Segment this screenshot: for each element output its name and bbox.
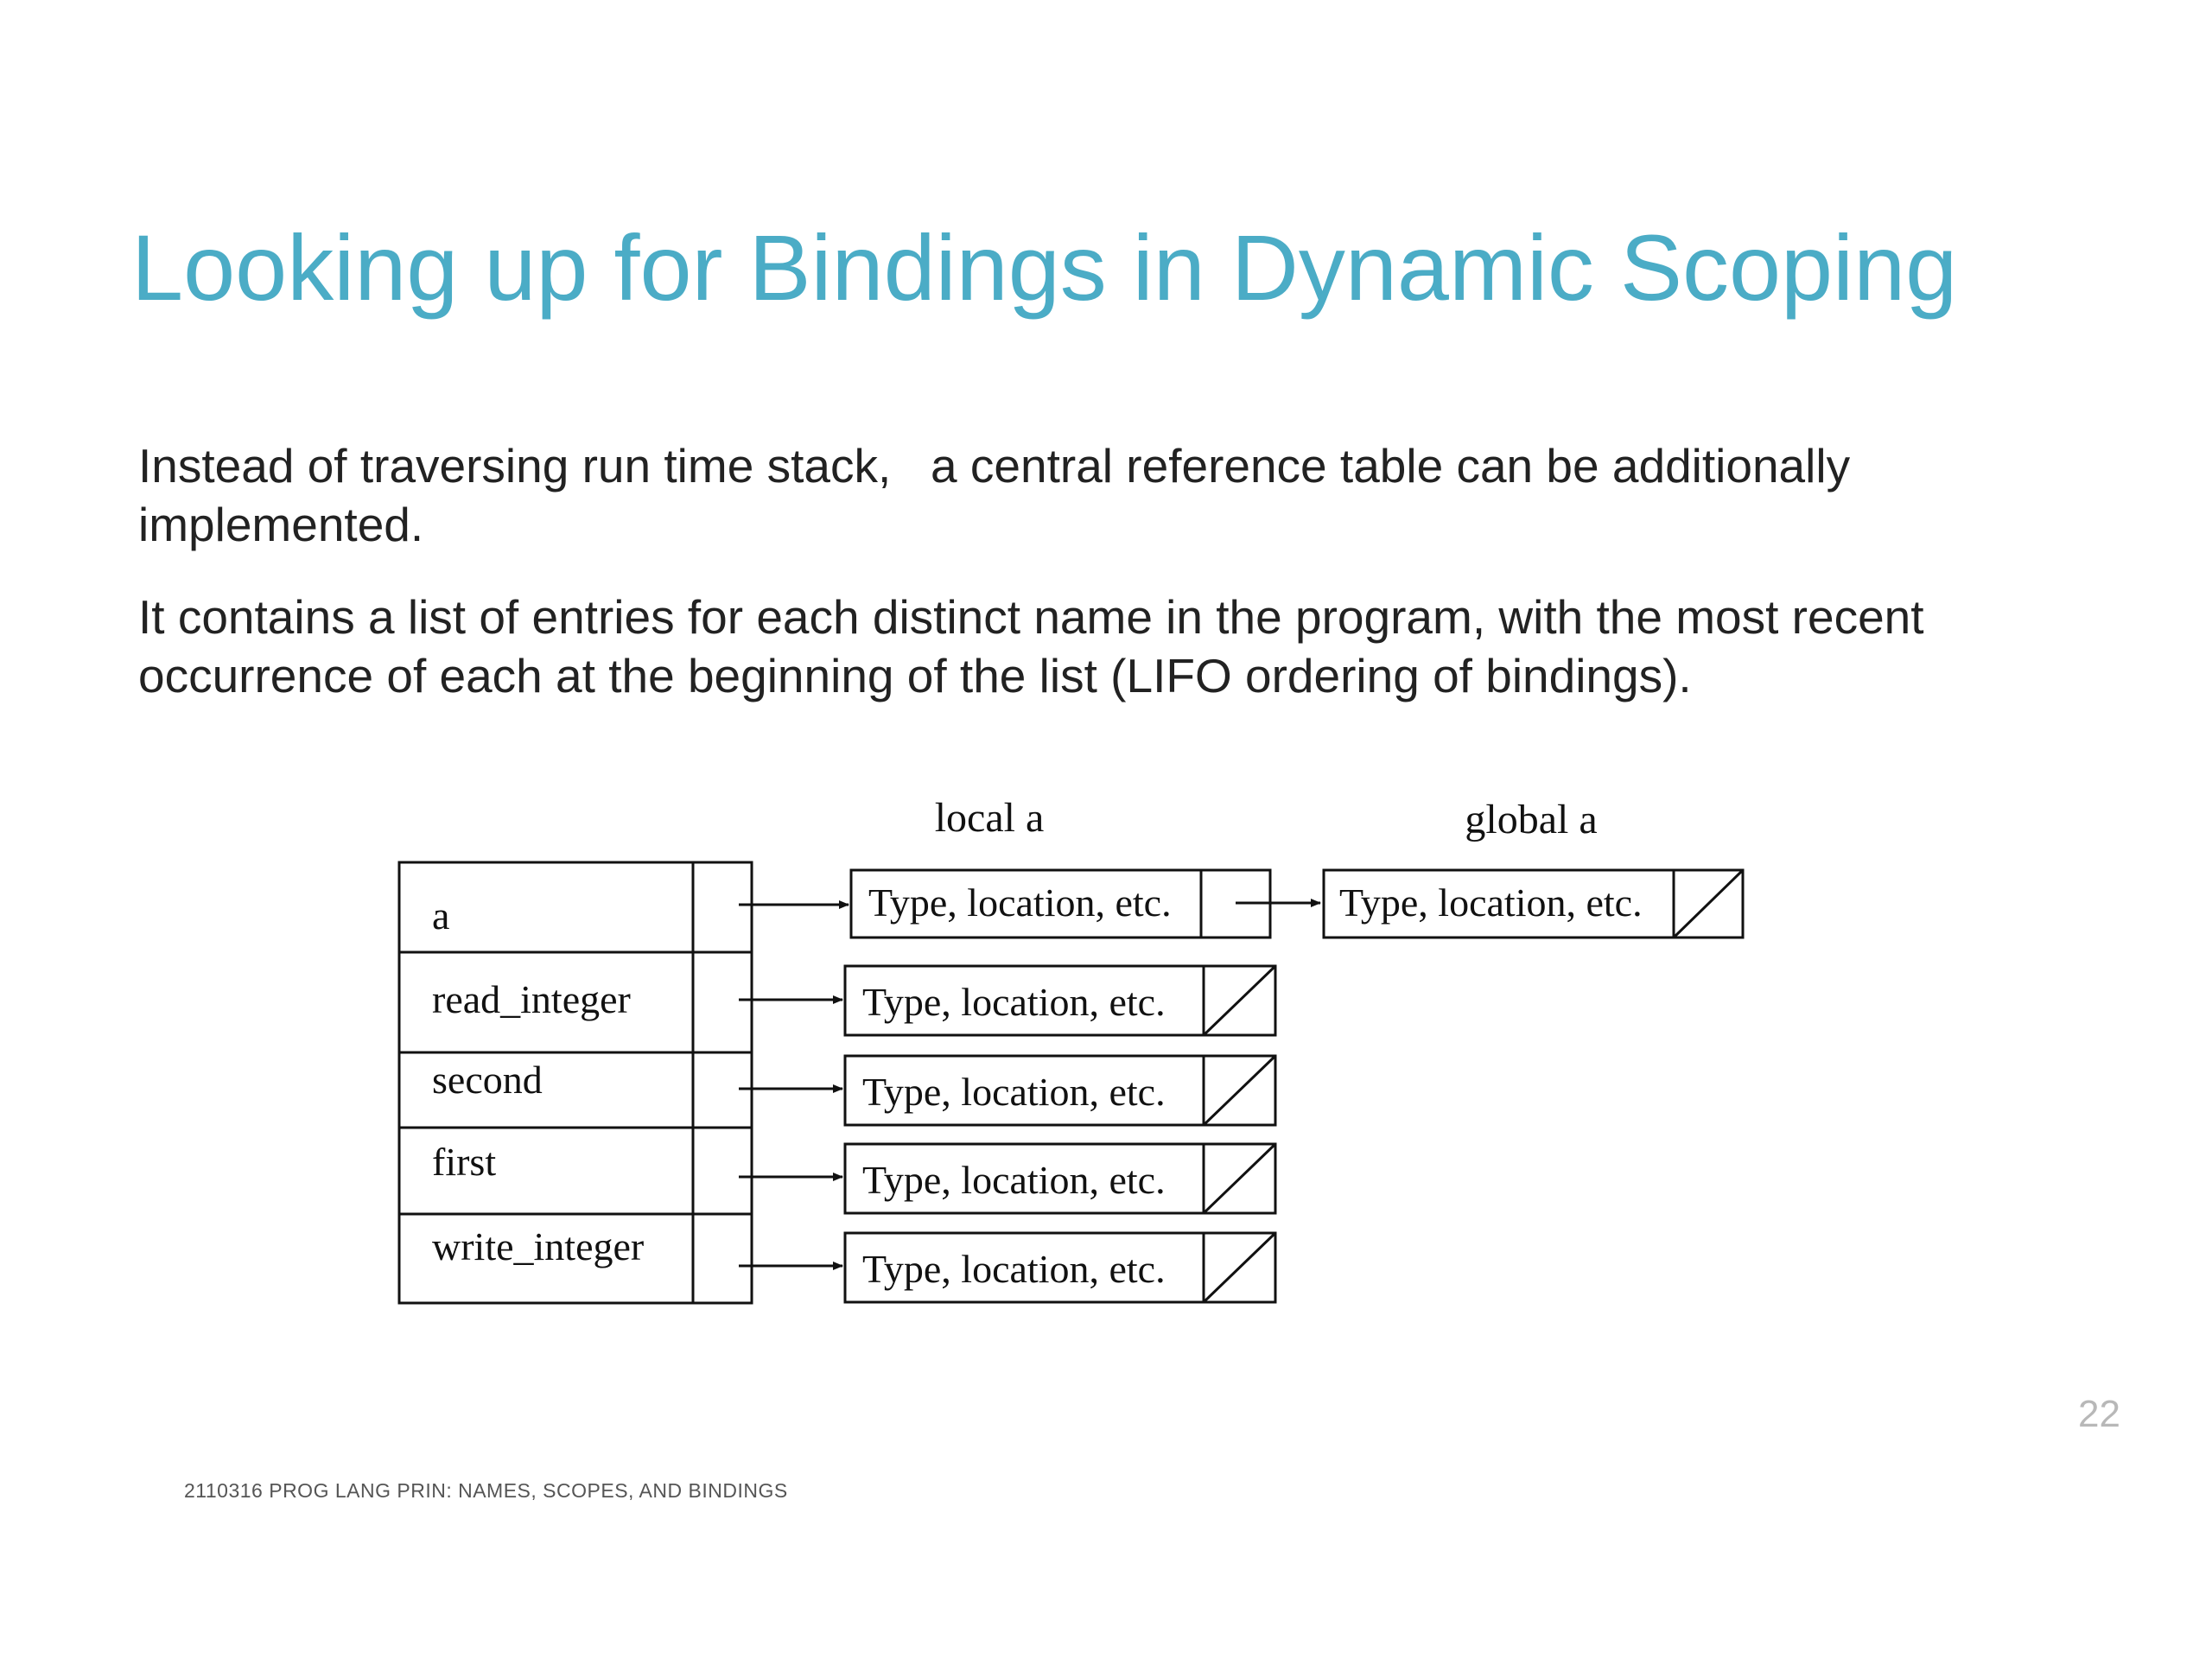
binding-entry-local-a — [851, 870, 1270, 938]
binding-entry-read-integer — [845, 966, 1275, 1035]
binding-entry-second — [845, 1056, 1275, 1125]
binding-entry-write-integer — [845, 1233, 1275, 1302]
slide-title: Looking up for Bindings in Dynamic Scoping — [131, 215, 1958, 320]
binding-entry-text: Type, location, etc. — [868, 880, 1172, 925]
page-number: 22 — [2078, 1393, 2120, 1435]
binding-entry-text: Type, location, etc. — [862, 980, 1166, 1024]
global-a-label: global a — [1465, 797, 1598, 842]
binding-entry-text: Type, location, etc. — [1339, 880, 1643, 925]
table-row-name: read_integer — [432, 977, 631, 1021]
binding-entry-text: Type, location, etc. — [862, 1158, 1166, 1202]
binding-entry-text: Type, location, etc. — [862, 1247, 1166, 1291]
table-row-name: write_integer — [432, 1224, 645, 1268]
binding-entry-text: Type, location, etc. — [862, 1070, 1166, 1114]
local-a-label: local a — [934, 795, 1045, 841]
table-row-name: a — [432, 893, 450, 938]
binding-entry-global-a — [1324, 870, 1743, 938]
table-row-name: first — [432, 1140, 497, 1184]
paragraph-central-reference-table: Instead of traversing run time stack, a central reference table can be additionally implemented. — [138, 439, 1864, 551]
paragraph-lifo-ordering: It contains a list of entries for each distinct name in the program, with the most recent occurrence of each at the beginning of the list (LIFO ordering of bindings). — [138, 590, 1937, 702]
table-row-name: second — [432, 1058, 543, 1102]
slide-footer: 2110316 PROG LANG PRIN: NAMES, SCOPES, AND BINDINGS — [184, 1479, 788, 1502]
binding-entry-first — [845, 1144, 1275, 1213]
